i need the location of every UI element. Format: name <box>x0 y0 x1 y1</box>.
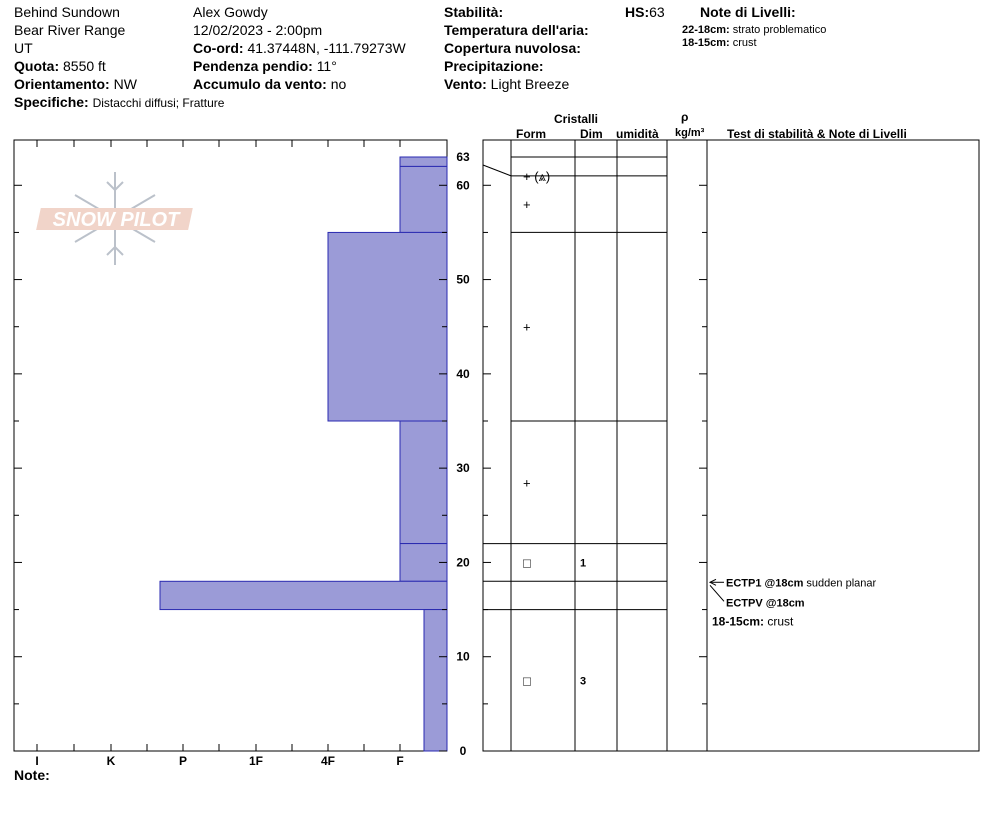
hardness-layer-bar <box>400 157 447 166</box>
snowpilot-logo <box>36 172 193 265</box>
hardness-tick-label: I <box>35 754 39 768</box>
depth-tick-label: 60 <box>456 178 470 193</box>
air-temperature-label: Temperatura dell'aria: <box>444 22 589 38</box>
layer-connector <box>483 165 511 176</box>
crystal-form: + (⩓) <box>523 168 551 184</box>
hardness-tick-label: F <box>396 754 404 768</box>
cloud-cover-label: Copertura nuvolosa: <box>444 40 581 56</box>
hardness-plot-frame <box>14 140 447 751</box>
stability-tests <box>710 577 876 628</box>
layer-annotation: 18-15cm: crust <box>712 614 794 629</box>
wind-loading-label: Accumulo da vento: <box>193 76 327 92</box>
logo-text: SNOW PILOT <box>52 209 180 231</box>
snow-height-value: 63 <box>649 4 665 20</box>
test-arrow <box>710 585 724 601</box>
crystal-size: 1 <box>580 557 587 570</box>
hardness-layer-bar <box>400 166 447 232</box>
aspect-label: Orientamento: <box>14 76 110 92</box>
layer-note-range: 22-18cm: <box>682 24 730 36</box>
crystal-rows <box>523 169 586 688</box>
layer-note-text: crust <box>732 37 757 49</box>
density-unit-header: kg/m³ <box>675 127 705 139</box>
depth-tick-label: 20 <box>456 555 470 570</box>
wind-label: Vento: <box>444 76 487 92</box>
moisture-header: umidità <box>616 127 659 141</box>
crystal-size: 3 <box>580 675 587 688</box>
depth-tick-label: 50 <box>456 272 470 287</box>
crystal-form: □ <box>523 555 531 571</box>
stability-notes-header: Test di stabilità & Note di Livelli <box>727 127 907 141</box>
hardness-layer-bar <box>328 232 447 421</box>
depth-tick-label: 40 <box>456 366 470 381</box>
rho-header: ρ <box>681 110 689 124</box>
hardness-tick-label: K <box>106 754 116 768</box>
layer-notes-title: Note di Livelli: <box>700 4 796 20</box>
slope-label: Pendenza pendio: <box>193 58 313 74</box>
specifics-label: Specifiche: <box>14 94 89 110</box>
specifics-value: Distacchi diffusi; Fratture <box>92 96 225 110</box>
hardness-layer-bar <box>400 421 447 544</box>
form-header: Form <box>516 127 546 141</box>
wind-loading-value: no <box>330 76 347 92</box>
coordinates-value: 41.37448N, -111.79273W <box>247 40 406 56</box>
observer: Alex Gowdy <box>193 4 268 20</box>
hardness-layer-bar <box>424 610 447 751</box>
depth-tick-label: 63 <box>456 150 470 164</box>
hardness-tick-label: 4F <box>320 754 336 768</box>
hardness-layers <box>160 157 447 751</box>
hardness-tick-label: 1F <box>248 754 264 768</box>
elevation-value: 8550 ft <box>63 58 106 74</box>
crystal-table-frame <box>483 140 979 751</box>
hardness-layer-bar <box>160 581 447 609</box>
mountain-range: Bear River Range <box>14 22 126 38</box>
crystal-form: + <box>523 475 531 491</box>
depth-tick-label: 30 <box>456 461 470 476</box>
stability-label: Stabilità: <box>444 4 504 20</box>
hardness-tick-label: P <box>178 754 188 768</box>
crystal-form: + <box>523 197 531 213</box>
notes-label: Note: <box>14 767 50 783</box>
layer-note-text: strato problematico <box>732 24 827 36</box>
location-name: Behind Sundown <box>14 4 120 20</box>
date-time: 12/02/2023 - 2:00pm <box>193 22 323 38</box>
aspect-value: NW <box>113 76 137 92</box>
wind-value: Light Breeze <box>490 76 570 92</box>
test-result: ECTPV @18cm <box>726 597 805 610</box>
size-header: Dim <box>580 127 603 141</box>
crystal-form: + <box>523 319 531 335</box>
snow-height-label: HS: <box>625 4 650 20</box>
crystal-table-grid <box>483 140 707 751</box>
precipitation-label: Precipitazione: <box>444 58 544 74</box>
depth-tick-label: 10 <box>456 649 470 664</box>
crystals-header: Cristalli <box>554 112 599 126</box>
coordinates-label: Co-ord: <box>193 40 244 56</box>
depth-tick-label: 0 <box>459 744 467 758</box>
layer-note-range: 18-15cm: <box>682 37 730 49</box>
slope-value: 11° <box>316 58 337 74</box>
state: UT <box>14 40 33 56</box>
elevation-label: Quota: <box>14 58 60 74</box>
test-result: ECTP1 @18cm sudden planar <box>726 577 877 590</box>
crystal-form: □ <box>523 673 531 689</box>
